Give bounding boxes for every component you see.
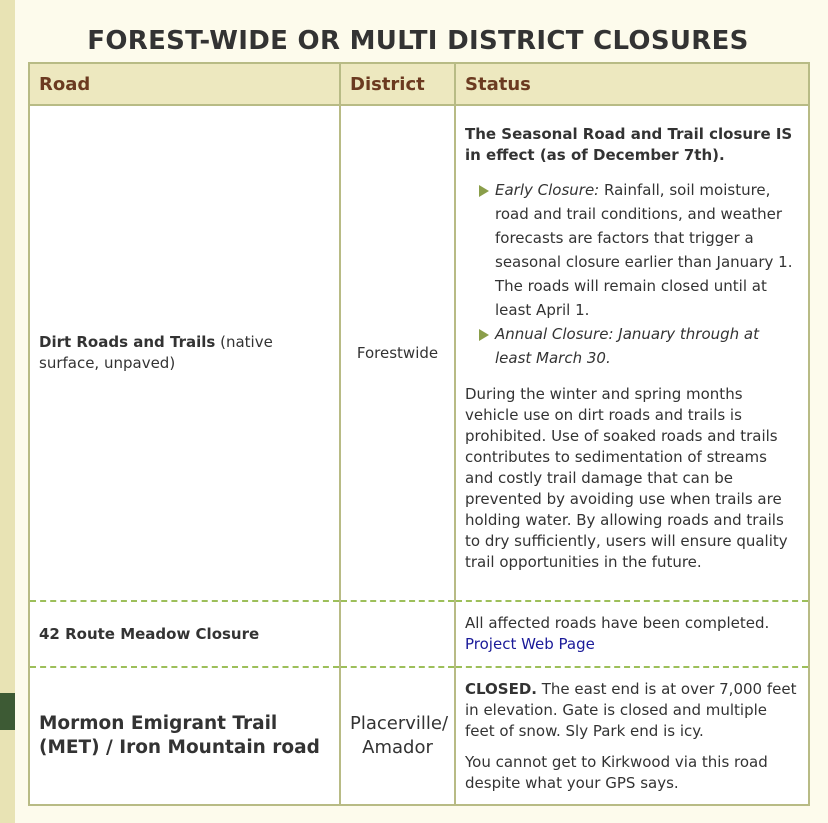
- page-title: FOREST-WIDE OR MULTI DISTRICT CLOSURES: [87, 26, 749, 56]
- district-line: Placerville/: [350, 713, 449, 734]
- closed-label: CLOSED.: [465, 679, 537, 698]
- status-headline: The Seasonal Road and Trail closure IS in effect (as of December 7th).: [465, 125, 793, 164]
- bullet-label: Annual Closure: January through at least March 30.: [495, 325, 760, 367]
- table-row: [29, 667, 809, 805]
- bullet-arrow-icon: [479, 329, 489, 341]
- status-paragraph: During the winter and spring months vehicle use on dirt roads and trails is prohibited. Use of soaked roads and trails contributes to sedimentation of streams and costly trail damage that can be prevented by avoiding use when trails are holding water. By allowing roads and trails to dry sufficiently, users will ensure quality trail opportunities in the future.: [465, 385, 788, 571]
- road-name: 42 Route Meadow Closure: [39, 624, 260, 643]
- road-name: Mormon Emigrant Trail (MET) / Iron Mountain road: [39, 713, 320, 758]
- district-cell: [340, 601, 455, 667]
- status-text: [465, 679, 799, 742]
- bullet-label: Early Closure:: [495, 181, 600, 199]
- road-name: Dirt Roads and Trails: [39, 333, 216, 351]
- status-cell: [455, 601, 809, 667]
- table-row: [29, 105, 809, 601]
- header-district: District: [340, 63, 455, 105]
- header-status: Status: [455, 63, 809, 105]
- bullet-arrow-icon: [479, 185, 489, 197]
- list-item: [479, 322, 799, 370]
- bullet-text: Rainfall, soil moisture, road and trail conditions, and weather forecasts are factors that trigger a seasonal closure earlier than January 1. The roads will remain closed until at least April 1.: [495, 181, 793, 319]
- left-scroll-marker: [0, 693, 15, 730]
- header-road: Road: [29, 63, 340, 105]
- status-text: All affected roads have been completed.: [465, 614, 770, 632]
- status-cell: [455, 105, 809, 601]
- road-description: (native surface, unpaved): [39, 333, 273, 372]
- district-cell: [340, 667, 455, 805]
- table-header-row: [29, 63, 809, 105]
- status-bullet-list: [479, 178, 799, 370]
- list-item: [479, 178, 799, 322]
- district-cell: Forestwide: [340, 105, 455, 601]
- status-note: You cannot get to Kirkwood via this road despite what your GPS says.: [465, 752, 768, 792]
- table-row: [29, 601, 809, 667]
- road-cell: [29, 601, 340, 667]
- district-line: Amador: [362, 737, 433, 758]
- status-cell: [455, 667, 809, 805]
- project-web-page-link[interactable]: Project Web Page: [465, 635, 595, 653]
- closures-table: [28, 62, 810, 806]
- status-detail: The east end is at over 7,000 feet in elevation. Gate is closed and multiple feet of snow. Sly Park end is icy.: [465, 679, 797, 740]
- road-cell: [29, 667, 340, 805]
- road-cell: [29, 105, 340, 601]
